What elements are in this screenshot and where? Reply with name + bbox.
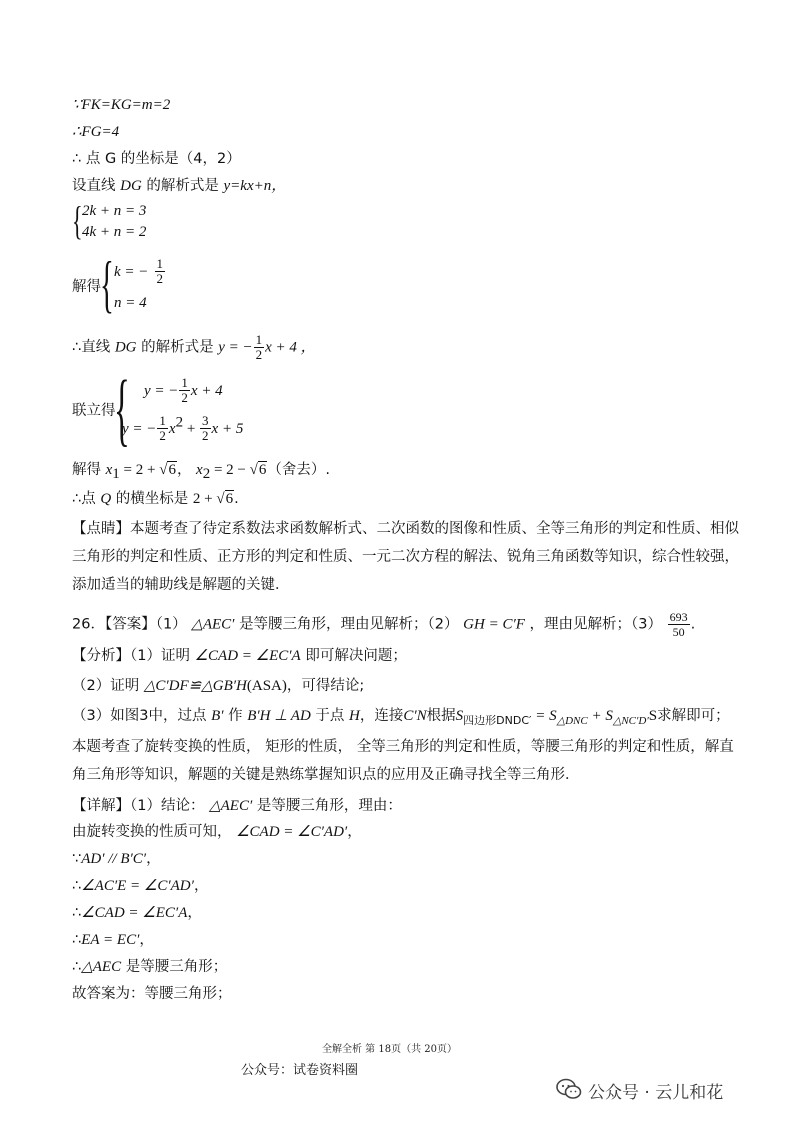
text-therefore-point: ∴点 xyxy=(72,491,96,507)
left-brace-icon: { xyxy=(114,363,130,454)
radicand-6: 6 xyxy=(258,462,267,478)
fraction-answer xyxy=(668,610,690,639)
therefore-icon: ∴ xyxy=(72,932,82,948)
frac-num: 1 xyxy=(156,256,163,271)
sys2-eq1 xyxy=(114,257,166,286)
text-analytic: 的解析式是 xyxy=(146,178,219,194)
equation-system-1 xyxy=(72,198,192,245)
math-plus: + xyxy=(183,421,200,437)
math-y-kx-n: y=kx+n， xyxy=(223,178,287,194)
radicand-6: 6 xyxy=(168,462,176,478)
period: . xyxy=(690,616,696,633)
comma: ， xyxy=(176,462,192,478)
math-x-plus-5: x + 5 xyxy=(211,421,244,437)
math-x: x xyxy=(168,421,176,437)
sys3-eq2 xyxy=(122,414,243,443)
frac-den: 2 xyxy=(181,390,188,405)
line-q-abscissa xyxy=(72,489,239,509)
text-s: S xyxy=(648,708,658,724)
text-solve-it: 求解即可； xyxy=(657,708,730,724)
math-cn: C′N xyxy=(403,708,427,724)
math-perpendicular: B′H ⊥ AD xyxy=(247,708,311,724)
comma: ， xyxy=(139,932,154,948)
math-plus-s: + S xyxy=(587,708,613,724)
frac-den: 2 xyxy=(156,271,163,286)
text-according: 根据 xyxy=(426,708,456,724)
comma: ， xyxy=(187,905,202,921)
text-solve-problem: 即可解决问题； xyxy=(305,648,407,664)
exponent-two: 2 xyxy=(175,414,184,431)
math-angle-eq: ∠CAD = ∠EC′A xyxy=(194,648,301,664)
math-angle-ace: ∠AC′E = ∠C′AD′ xyxy=(81,878,194,894)
fraction-three-half xyxy=(200,414,211,443)
fraction-half xyxy=(254,333,265,362)
subscript-2: 2 xyxy=(202,465,211,482)
math-h: H xyxy=(349,708,360,724)
math-2-plus-sqrt: = 2 + √ xyxy=(119,462,168,478)
subscript-quad: 四边形DNDC′ xyxy=(463,713,532,727)
text-analysis-label: 【分析】（1）证明 xyxy=(72,648,190,664)
wechat-icon xyxy=(556,1078,582,1100)
frac-num: 693 xyxy=(669,610,688,624)
line-detail-7 xyxy=(72,957,227,977)
math-dg: DG xyxy=(120,178,142,194)
line-set-dg xyxy=(72,176,286,196)
sys2-eq2: n = 4 xyxy=(114,295,147,311)
footer-account: 公众号：试卷资料圈 xyxy=(241,1063,359,1078)
text-answer-label: 26．【答案】（1） xyxy=(72,616,187,633)
sys3-eq1 xyxy=(144,376,223,405)
math-angle-cad-eca: ∠CAD = ∠EC′A xyxy=(81,905,188,921)
text-point-g: ∴ 点 G 的坐标是（4，2） xyxy=(72,151,241,167)
left-brace-icon: { xyxy=(72,198,83,243)
math-fk-kg: ∵FK=KG=m=2 xyxy=(72,97,171,113)
line-dg-result xyxy=(72,333,316,362)
comma: ， xyxy=(347,824,362,840)
paragraph-summary-1: 本题考查了旋转变换的性质， 矩形的性质， 全等三角形的判定和性质，等腰三角形的判定和性质，解直 xyxy=(72,739,734,755)
line-detail-5 xyxy=(72,903,202,923)
sys1-eq2: 4k + n = 2 xyxy=(82,224,147,240)
frac-num: 1 xyxy=(255,332,263,347)
radicand-6: 6 xyxy=(225,491,234,507)
subscript-1: 1 xyxy=(112,465,120,482)
subscript-ncd: △NC′D′ xyxy=(612,714,649,727)
line-analysis-3 xyxy=(72,706,730,731)
watermark-account: 公众号 · 云儿和花 xyxy=(588,1083,724,1103)
text-make: 作 xyxy=(228,708,243,724)
line-solutions xyxy=(72,460,330,484)
frac-num: 3 xyxy=(202,413,209,428)
line-fk-kg xyxy=(72,95,170,115)
frac-den: 50 xyxy=(672,625,685,639)
left-brace-icon: { xyxy=(100,248,114,319)
math-y-minus: y = − xyxy=(218,339,253,356)
text-is-isosceles: 是等腰三角形，理由： xyxy=(256,798,402,814)
frac-num: 1 xyxy=(181,375,188,390)
frac-num: 1 xyxy=(159,413,166,428)
math-eq-s: = S xyxy=(531,708,557,724)
because-icon: ∵ xyxy=(72,851,82,867)
math-x: x xyxy=(105,462,113,478)
math-s: S xyxy=(455,708,464,724)
math-b-prime: B′ xyxy=(211,708,224,724)
frac-den: 2 xyxy=(202,428,209,443)
sys3-eq2-lhs: y = − xyxy=(122,421,157,437)
math-q: Q xyxy=(100,491,112,507)
line-detail-2 xyxy=(72,822,362,842)
period: . xyxy=(234,491,239,507)
text-solve: 解得 xyxy=(72,462,101,478)
text-prove: （2）证明 xyxy=(72,678,140,694)
page-footer: 全解全析 第 18页（共 20页） xyxy=(322,1044,457,1055)
comma: ， xyxy=(146,851,161,867)
text-discard: （舍去）. xyxy=(267,462,330,478)
text-is-isosceles: 是等腰三角形； xyxy=(125,959,228,975)
line-analysis-2 xyxy=(72,676,364,696)
text-figure3: （3）如图3中，过点 xyxy=(72,708,207,724)
text-at-point: 于点 xyxy=(315,708,345,724)
paragraph-note-2: 三角形的判定和性质、正方形的判定和性质、一元二次方程的解法、锐角三角函数等知识，综合性较强， xyxy=(72,549,739,565)
sys3-eq1-lhs: y = − xyxy=(144,383,179,399)
math-triangle-aec: △AEC xyxy=(81,959,122,975)
paragraph-note-3: 添加适当的辅助线是解题的关键． xyxy=(72,577,290,593)
comma: ， xyxy=(193,878,209,894)
line-detail-1 xyxy=(72,796,402,816)
frac-den: 2 xyxy=(255,347,263,362)
sys3-eq1-rhs: x + 4 xyxy=(190,383,223,399)
line-fg xyxy=(72,122,119,142)
therefore-icon: ∴ xyxy=(72,905,82,921)
math-x-plus-4: x + 4 ， xyxy=(265,339,316,356)
therefore-icon: ∴ xyxy=(72,959,82,975)
text-therefore-line: ∴直线 xyxy=(72,339,111,356)
text-isosceles-reason: 是等腰三角形，理由见解析；（2） xyxy=(239,616,459,633)
math-x: x xyxy=(196,462,203,478)
line-final-answer: 故答案为：等腰三角形； xyxy=(72,986,232,1002)
math-gh-cf: GH = C′F xyxy=(463,616,525,633)
math-2-plus-sqrt: 2 + √ xyxy=(192,491,225,507)
text-combine: 联立得 xyxy=(72,403,116,419)
math-triangle-aec: △AEC′ xyxy=(191,616,235,633)
text-analytic: 的解析式是 xyxy=(141,339,214,356)
line-point-g xyxy=(72,149,241,169)
math-triangle-aec: △AEC′ xyxy=(209,798,253,814)
text-set-line: 设直线 xyxy=(72,178,116,194)
sys2-eq1-lhs: k = − xyxy=(114,264,149,280)
math-parallel: AD′ // B′C′ xyxy=(81,851,147,867)
fraction-half xyxy=(157,414,168,443)
fraction-half xyxy=(179,376,190,405)
frac-den: 2 xyxy=(159,428,166,443)
text-conclusion: ，可得结论; xyxy=(286,678,365,694)
equation-system-2 xyxy=(72,248,252,319)
line-answer-26 xyxy=(72,610,695,639)
paragraph-note-1: 【点睛】本题考查了待定系数法求函数解析式、二次函数的图像和性质、全等三角形的判定和性质、相似 xyxy=(72,521,739,537)
subscript-dnc: △DNC xyxy=(556,714,588,727)
fraction-half xyxy=(155,257,166,286)
text-rotation: 由旋转变换的性质可知， xyxy=(72,824,232,840)
text-detail-label: 【详解】（1）结论： xyxy=(72,798,205,814)
line-detail-4 xyxy=(72,876,208,896)
line-analysis-1 xyxy=(72,646,407,666)
line-detail-3 xyxy=(72,849,161,869)
equation-system-3 xyxy=(72,363,292,454)
text-connect: ，连接 xyxy=(359,708,404,724)
text-abscissa: 的横坐标是 xyxy=(115,491,189,507)
line-detail-6 xyxy=(72,930,154,950)
math-2-minus-sqrt: = 2 − √ xyxy=(210,462,258,478)
sys1-eq1: 2k + n = 3 xyxy=(82,203,147,219)
math-asa: (ASA) xyxy=(246,678,287,694)
paragraph-summary-2: 角三角形等知识，解题的关键是熟练掌握知识点的应用及正确寻找全等三角形． xyxy=(72,767,580,783)
math-ea-ec: EA = EC′ xyxy=(81,932,140,948)
math-fg: ∴FG=4 xyxy=(72,124,120,140)
math-angle-cad: ∠CAD = ∠C′AD′ xyxy=(236,824,348,840)
math-congruent: △C′DF≌△GB′H xyxy=(143,678,247,694)
therefore-icon: ∴ xyxy=(72,878,82,894)
text-solve: 解得 xyxy=(72,279,101,295)
math-dg: DG xyxy=(114,339,137,356)
text-reason-3: ，理由见解析；（3） xyxy=(529,616,662,633)
